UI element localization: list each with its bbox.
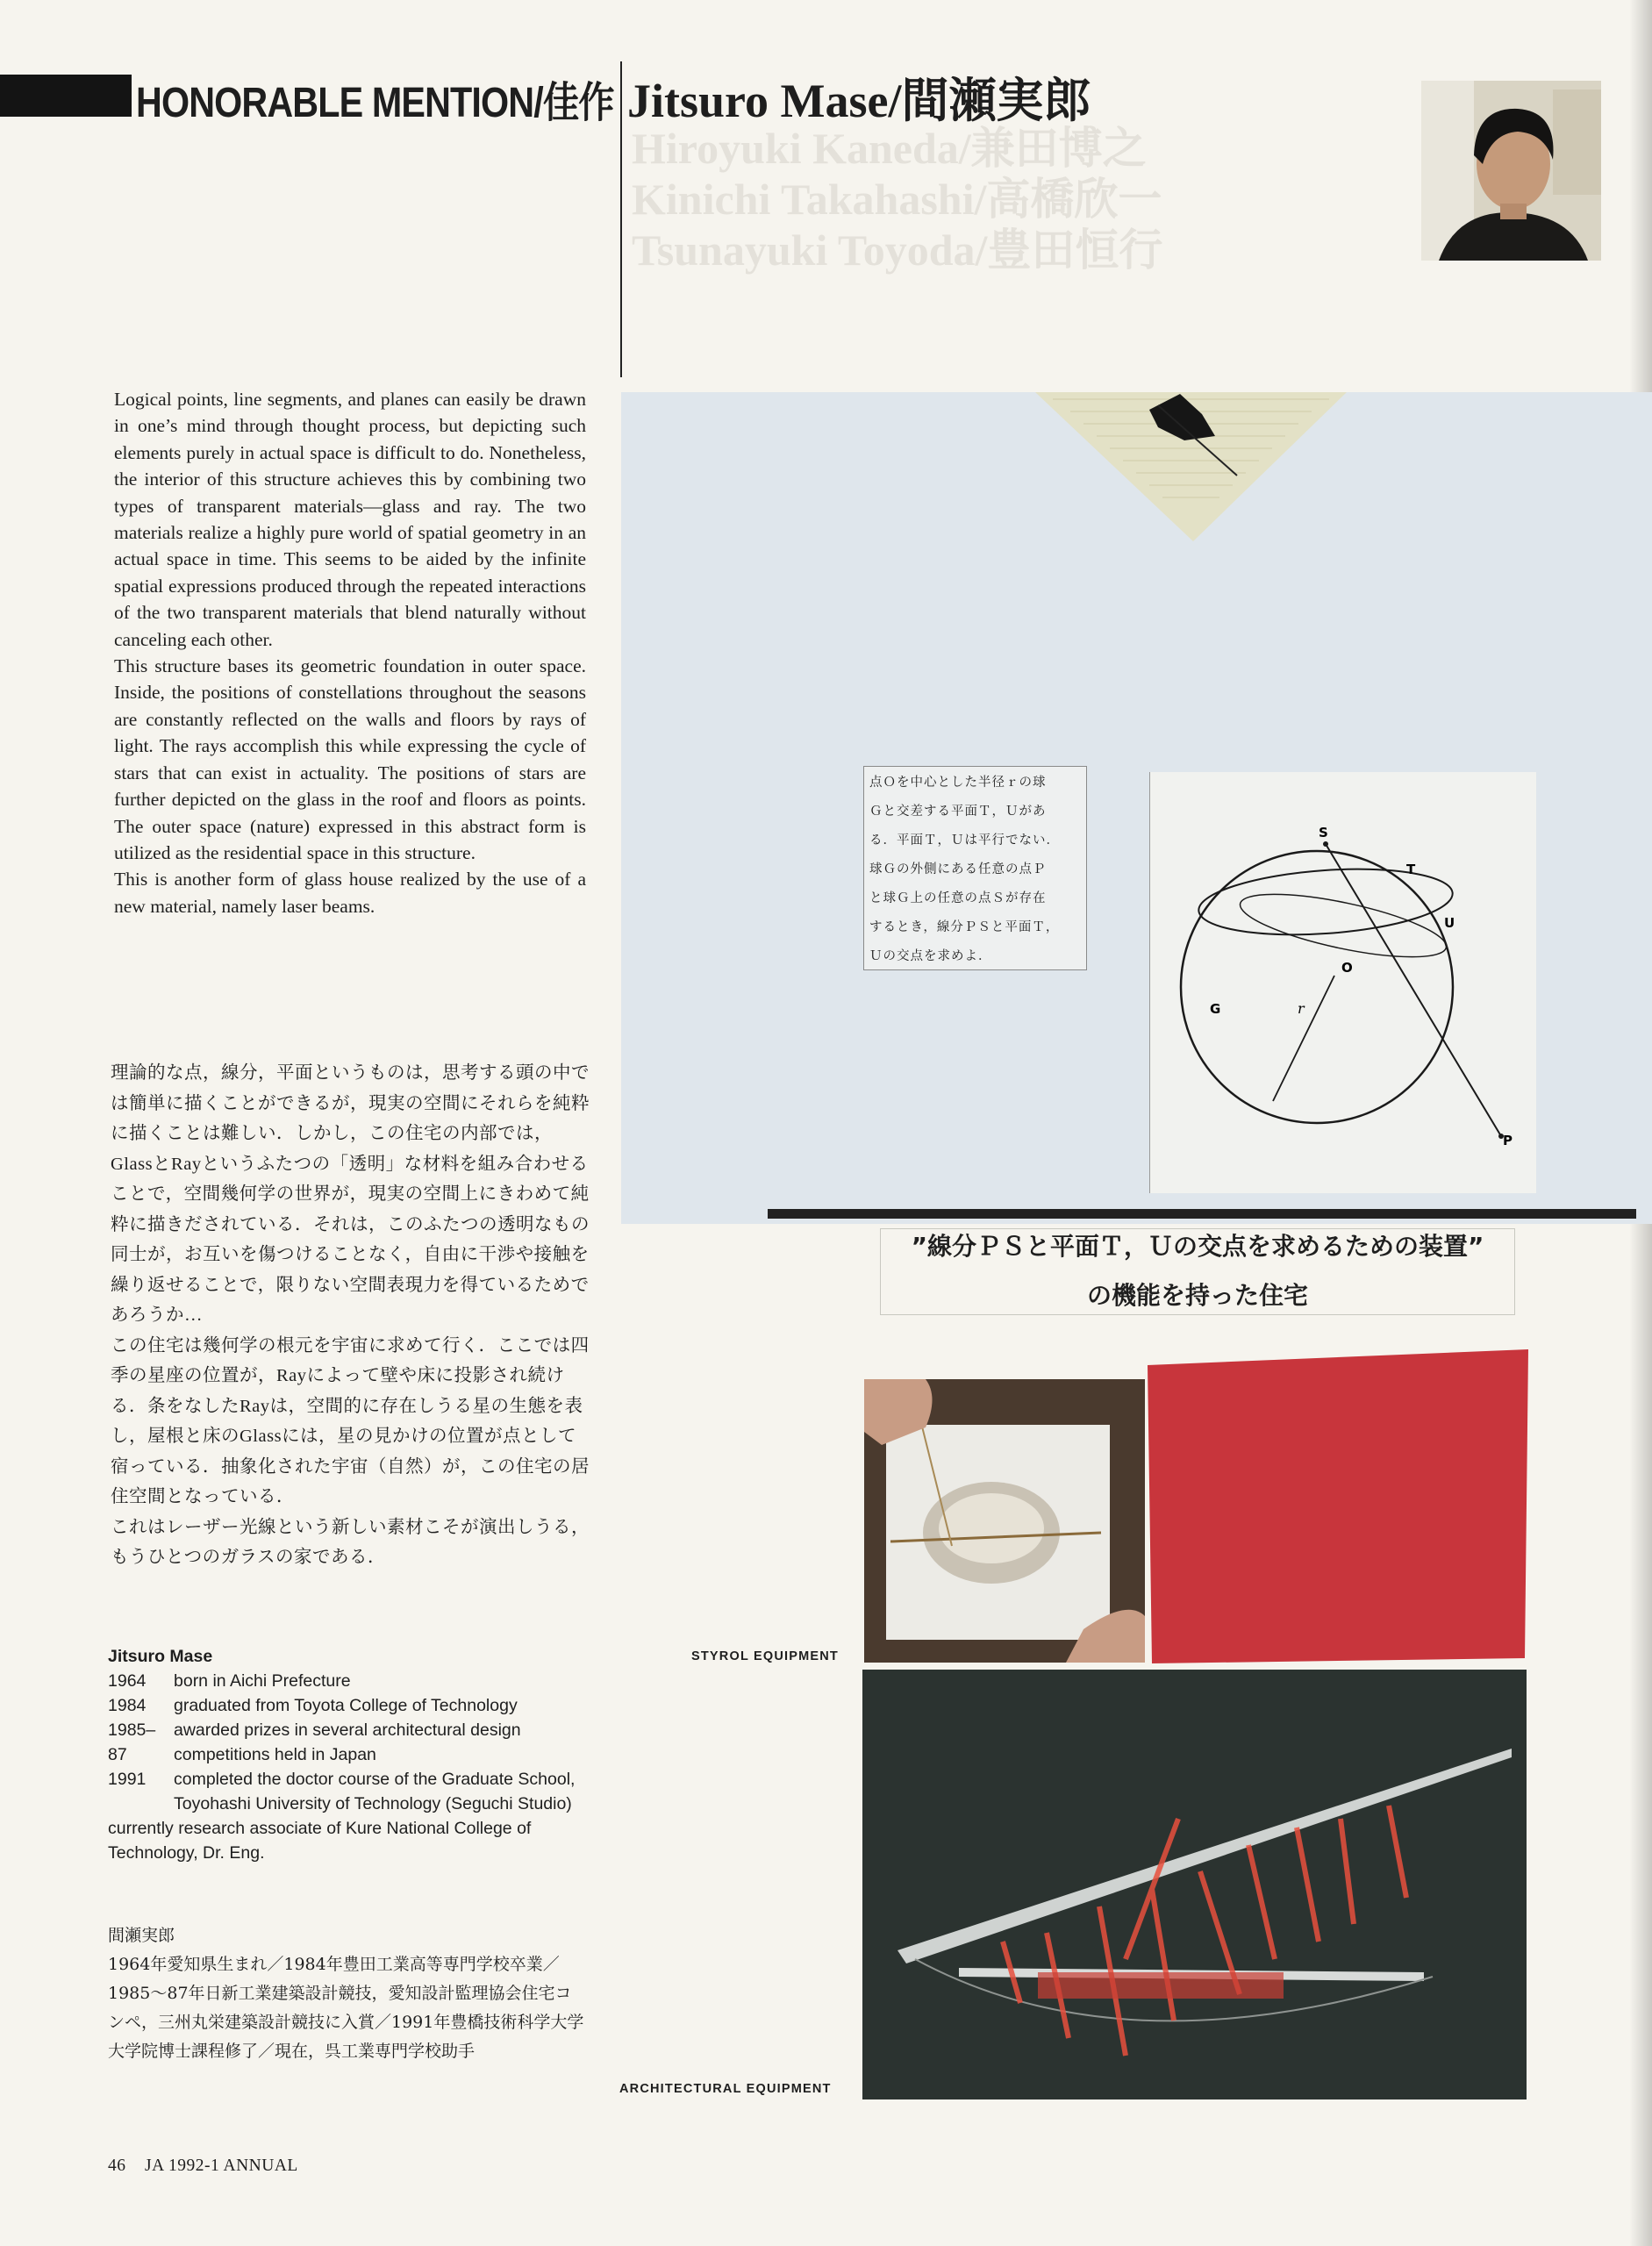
essay-japanese: [111, 1058, 591, 1573]
essay-jp-paragraph-3: これはレーザー光線という新しい素材こそが演出しうる，もうひとつのガラスの家である．: [111, 1517, 590, 1567]
header-divider: [620, 61, 622, 377]
bio-entry: [108, 1718, 586, 1767]
figure-caption: [882, 1222, 1513, 1320]
bio-text: completed the doctor course of the Graduate School, Toyohashi University of Technology (Seguchi Studio): [174, 1770, 576, 1813]
caption-rule: [768, 1209, 1636, 1219]
problem-statement-box: [863, 766, 1087, 970]
plane-u-ellipse: [1235, 882, 1451, 970]
ghost-line-1: Hiroyuki Kaneda/兼田博之: [632, 124, 1147, 173]
bio-name: Jitsuro Mase: [108, 1647, 213, 1666]
label-r: r: [1298, 1000, 1305, 1017]
page-folio: 46 JA 1992-1 ANNUAL: [108, 2157, 298, 2175]
problem-line: Ｇと交差する平面Ｔ，Ｕがあ: [869, 805, 1047, 819]
paper-triangle-image: [1035, 392, 1347, 541]
bio-text: born in Aichi Prefecture: [174, 1671, 351, 1691]
architectural-model-photo: [862, 1670, 1527, 2099]
label-o: O: [1341, 960, 1353, 976]
biography-japanese: [108, 1921, 586, 2066]
styrol-model-photo: [864, 1379, 1145, 1663]
sphere-geometry-diagram: [1149, 772, 1536, 1193]
bio-jp-text: 1964年愛知県生まれ／1984年豊田工業高等専門学校卒業／1985〜87年日新工業建築設計競技，愛知設計監理協会住宅コンペ，三州丸栄建築設計競技に入賞／1991年豊橋技術科学大学大学院博士課程修了／現在，呉工業専門学校助手: [108, 1955, 584, 2061]
award-heading: HONORABLE MENTION/佳作: [136, 80, 614, 126]
bio-text: awarded prizes in several architectural design competitions held in Japan: [174, 1720, 521, 1764]
label-s: S: [1319, 825, 1328, 840]
ghost-line-2: Kinichi Takahashi/高橋欣一: [632, 175, 1162, 224]
essay-jp-paragraph-1: 理論的な点，線分，平面というものは，思考する頭の中では簡単に描くことができるが，現実の空間にそれらを純粋に描くことは難しい．しかし，この住宅の内部では，GlassとRayというふたつの「透明」な材料を組み合わせることで，空間幾何学の世界が，現実の空間上にきわめて純粋に描きだされている．それは，このふたつの透明なもの同士が，お互いを傷つけることなく，自由に干渉や接触を繰り返せることで，限りない空間表現力を得ているためであろうか…: [111, 1063, 590, 1325]
bio-text: graduated from Toyota College of Technology: [174, 1696, 518, 1715]
biography-english: [108, 1644, 586, 1865]
bio-year: 1984: [108, 1696, 147, 1715]
architectural-equipment-label: ARCHITECTURAL EQUIPMENT: [619, 2082, 832, 2096]
red-card-photo: [1148, 1349, 1528, 1663]
label-u: U: [1444, 915, 1455, 931]
plane-t-ellipse: [1197, 862, 1455, 942]
radius-r: [1273, 976, 1334, 1101]
bio-entry: [108, 1767, 586, 1816]
segment-ps: [1326, 844, 1501, 1136]
ghost-line-3: Tsunayuki Toyoda/豊田恒行: [632, 225, 1163, 275]
problem-line: る．平面Ｔ，Ｕは平行でない．: [869, 833, 1060, 848]
styrol-equipment-label: STYROL EQUIPMENT: [691, 1649, 839, 1663]
bio-year: 1991: [108, 1770, 147, 1789]
label-g: G: [1210, 1001, 1221, 1017]
essay-en-paragraph-1: Logical points, line segments, and planes can easily be drawn in one’s mind through thought process, but depicting such elements purely in actual space is difficult to do. Nonetheless, the interior of this structure achieves this by combining two types of transparent materials—glass and ray. The two materials realize a highly pure world of spatial geometry in an actual space in time. This seems to be aided by the infinite spatial expressions produced through the repeated interactions of the two transparent materials that blend naturally without canceling each other.: [114, 389, 586, 650]
problem-line: 点Ｏを中心とした半径ｒの球: [869, 776, 1047, 790]
essay-en-paragraph-2: This structure bases its geometric foundation in outer space. Inside, the positions of constellations throughout the seasons are constantly reflected on the walls and floors by rays of light. The rays accomplish this while expressing the cycle of stars that can exist in actuality. The positions of stars are further depicted on the glass in the roof and floors as points. The outer space (nature) expressed in this abstract form is utilized as the residential space in this structure.: [114, 655, 586, 863]
problem-line: 球Ｇの外側にある任意の点Ｐ: [869, 862, 1047, 876]
bio-year: 1964: [108, 1671, 147, 1691]
architect-name-heading: Jitsuro Mase/間瀬実郎: [627, 75, 1091, 127]
essay-jp-paragraph-2: この住宅は幾何学の根元を宇宙に求めて行く．ここでは四季の星座の位置が，Rayによって壁や床に投影され続ける．条をなしたRayは，空間的に存在しうる星の生態を表し，屋根と床のGlassには，星の見かけの位置が点として宿っている．抽象化された宇宙（自然）が，この住宅の居住空間となっている．: [111, 1335, 590, 1506]
caption-line-1: ”線分ＰＳと平面Ｔ，Ｕの交点を求めるための装置”: [911, 1232, 1484, 1261]
problem-line: Ｕの交点を求めよ．: [869, 949, 992, 963]
problem-line: と球Ｇ上の任意の点Ｓが存在: [869, 891, 1047, 905]
header-black-bar: [0, 75, 132, 117]
label-p: P: [1503, 1133, 1513, 1148]
bio-year: 1985–87: [108, 1720, 156, 1764]
label-t: T: [1406, 862, 1416, 877]
bio-jp-name: 間瀬実郎: [108, 1926, 175, 1945]
essay-en-paragraph-3: This is another form of glass house realized by the use of a new material, namely laser beams.: [114, 869, 586, 917]
essay-english: [114, 386, 586, 919]
bio-current-position: currently research associate of Kure National College of Technology, Dr. Eng.: [108, 1819, 532, 1863]
problem-line: するとき，線分ＰＳと平面Ｔ，: [869, 920, 1060, 934]
bio-entry: [108, 1693, 586, 1718]
architect-portrait: [1421, 81, 1601, 261]
bio-entry: [108, 1669, 586, 1693]
caption-line-2: の機能を持った住宅: [1086, 1281, 1308, 1310]
show-through-text: [632, 123, 1162, 275]
